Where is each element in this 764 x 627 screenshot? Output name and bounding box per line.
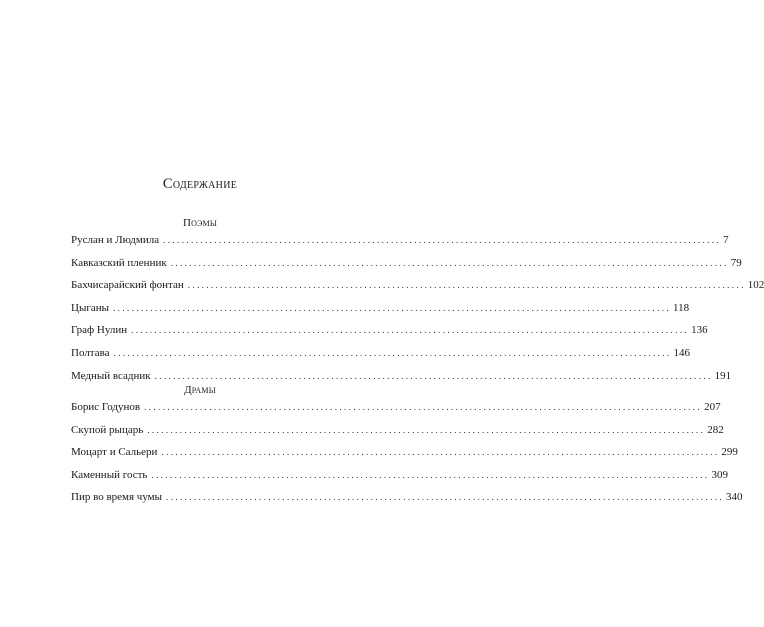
toc-list-poems [71, 234, 764, 392]
dot-leader: ........................................................................................................................ [151, 469, 710, 480]
contents-title: Содержание [162, 176, 238, 192]
toc-entry-title: Цыганы [71, 301, 110, 314]
toc-entry-page: 136 [691, 324, 708, 337]
toc-entry[interactable] [71, 491, 743, 514]
toc-entry[interactable] [71, 256, 742, 280]
dot-leader: ........................................................................................................................ [163, 235, 722, 245]
dot-leader: ........................................................................................................................ [187, 280, 746, 291]
toc-entry[interactable] [71, 423, 724, 447]
dot-leader: ........................................................................................................................ [131, 325, 690, 336]
toc-entry-title: Граф Нулин [71, 324, 128, 337]
toc-entry-title: Пир во время чумы [71, 491, 163, 504]
toc-entry-title: Медный всадник [71, 369, 151, 382]
toc-entry-title: Кавказский пленник [71, 256, 167, 269]
dot-leader: ........................................................................................................................ [147, 424, 706, 435]
toc-entry-page: 282 [707, 423, 724, 436]
toc-entry[interactable] [71, 468, 728, 492]
dot-leader: ........................................................................................................................ [113, 347, 672, 358]
toc-list-dramas [71, 401, 743, 514]
toc-entry-page: 191 [714, 369, 732, 382]
toc-entry[interactable] [71, 301, 690, 325]
toc-entry-title: Каменный гость [71, 468, 148, 481]
toc-entry[interactable] [71, 279, 764, 302]
dot-leader: ........................................................................................................................ [113, 302, 672, 313]
toc-entry-title: Бахчисарайский фонтан [71, 279, 184, 292]
toc-entry-page: 299 [721, 446, 738, 459]
toc-entry[interactable] [71, 324, 708, 347]
toc-entry-title: Скупой рыцарь [71, 423, 144, 436]
toc-entry[interactable] [71, 446, 738, 469]
toc-entry-page: 309 [711, 468, 728, 481]
toc-entry-page: 340 [726, 491, 743, 504]
toc-entry-page: 118 [673, 301, 690, 314]
section-heading-poems: Поэмы [182, 217, 218, 229]
toc-entry-title: Руслан и Людмила [71, 234, 160, 246]
dot-leader: ........................................................................................................................ [166, 492, 725, 503]
toc-entry-title: Моцарт и Сальери [71, 446, 158, 459]
toc-entry-page: 79 [730, 256, 742, 269]
toc-entry[interactable] [71, 234, 729, 257]
toc-entry-page: 207 [704, 401, 721, 413]
section-heading-dramas: Драмы [184, 384, 216, 396]
toc-entry-title: Полтава [71, 346, 110, 359]
toc-entry-page: 102 [747, 279, 764, 292]
dot-leader: ........................................................................................................................ [144, 402, 703, 412]
toc-entry-title: Борис Годунов [71, 401, 141, 413]
toc-entry-page: 146 [673, 346, 691, 359]
dot-leader: ........................................................................................................................ [161, 447, 720, 458]
toc-entry-page: 7 [723, 234, 729, 246]
toc-entry[interactable] [71, 346, 691, 370]
toc-entry[interactable] [71, 401, 721, 424]
dot-leader: ........................................................................................................................ [170, 257, 729, 268]
dot-leader: ........................................................................................................................ [154, 370, 713, 381]
